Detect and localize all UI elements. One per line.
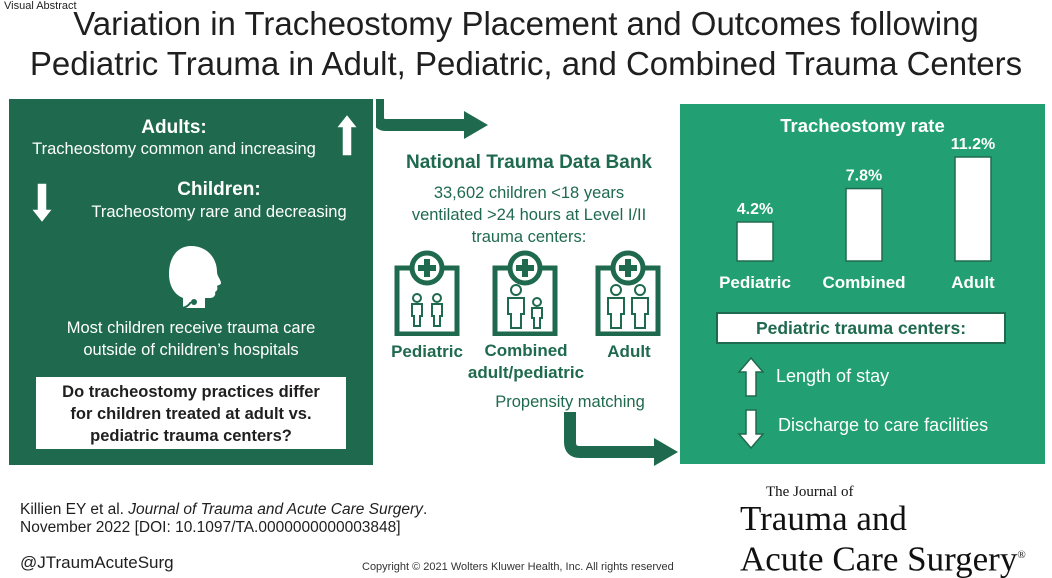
ntdb-line-2: ventilated >24 hours at Level I/II [411, 206, 647, 224]
copyright: Copyright © 2021 Wolters Kluwer Health, Inc. All rights reserved [362, 561, 674, 573]
category-label-combined: Combined [822, 273, 906, 292]
chart-title: Tracheostomy rate [780, 115, 945, 136]
tracheostomy-rate-chart [680, 129, 1045, 309]
children-heading: Children: [177, 179, 261, 200]
ntdb-line-3: trauma centers: [471, 228, 587, 246]
citation-journal: Journal of Trauma and Acute Care Surgery [128, 501, 423, 518]
up-arrow-icon [737, 356, 765, 398]
combined-label-line-2: adult/pediatric [467, 363, 585, 382]
citation-line-2: November 2022 [DOI: 10.1097/TA.0000000000003848] [20, 519, 401, 536]
adults-description: Tracheostomy common and increasing [32, 140, 316, 158]
question-line-2: for children treated at adult vs. [70, 405, 312, 423]
journal-logo-line-2 [740, 536, 1026, 578]
down-arrow-icon [29, 181, 55, 225]
question-line-3: pediatric trauma centers? [90, 427, 292, 445]
ntdb-description [380, 182, 678, 248]
ntdb-title: National Trauma Data Bank [405, 152, 653, 173]
combined-label [458, 340, 594, 384]
combined-hospital-icon [492, 250, 558, 336]
registered-mark: ® [1017, 549, 1026, 561]
background-panel [9, 99, 373, 465]
adult-hospital-icon [595, 250, 661, 336]
child-tracheostomy-head-icon [161, 242, 225, 310]
title-line-2: Pediatric Trauma in Adult, Pediatric, and Combined Trauma Centers [29, 45, 1023, 82]
citation-period: . [422, 501, 428, 518]
journal-logo-name: Acute Care Surgery [740, 539, 1018, 578]
visual-abstract-label: Visual Abstract [4, 0, 77, 12]
value-label-pediatric: 4.2% [736, 201, 774, 218]
ntdb-line-1: 33,602 children <18 years [433, 184, 625, 202]
results-panel [680, 104, 1045, 464]
children-description: Tracheostomy rare and decreasing [91, 203, 347, 221]
adults-heading: Adults: [141, 117, 207, 138]
bar-adult [955, 157, 991, 261]
value-label-combined: 7.8% [845, 167, 883, 185]
most-children-text [9, 317, 373, 361]
most-children-line-1: Most children receive trauma care [66, 319, 316, 337]
adult-label: Adult [607, 342, 651, 361]
combined-label-line-1: Combined [484, 341, 568, 360]
most-children-line-2: outside of children’s hospitals [83, 341, 299, 359]
question-line-1: Do tracheostomy practices differ [62, 383, 320, 401]
discharge-text: Discharge to care facilities [778, 415, 989, 435]
twitter-handle: @JTraumAcuteSurg [20, 553, 174, 572]
citation [20, 501, 427, 537]
pediatric-hospital-icon [394, 250, 460, 336]
value-label-adult: 11.2% [950, 136, 996, 153]
pediatric-label: Pediatric [391, 342, 463, 361]
bar-pediatric [737, 222, 773, 261]
category-label-adult: Adult [951, 273, 995, 292]
citation-author: Killien EY et al. [20, 501, 129, 518]
curved-arrow-icon [562, 412, 680, 468]
citation-line-1 [20, 501, 427, 519]
journal-logo-small: The Journal of [766, 484, 854, 500]
bar-combined [846, 189, 882, 261]
pediatric-centers-box: Pediatric trauma centers: [716, 312, 1006, 344]
length-of-stay-text: Length of stay [776, 366, 890, 386]
down-arrow-icon [737, 408, 765, 450]
page-title [0, 4, 1052, 84]
journal-logo-line-1: Trauma and [740, 499, 907, 538]
category-label-pediatric: Pediatric [719, 273, 791, 292]
question-box [34, 375, 348, 451]
up-arrow-icon [334, 112, 360, 158]
propensity-matching-text: Propensity matching [495, 393, 645, 411]
title-line-1: Variation in Tracheostomy Placement and Outcomes following [73, 5, 979, 42]
curved-arrow-icon [376, 99, 496, 149]
